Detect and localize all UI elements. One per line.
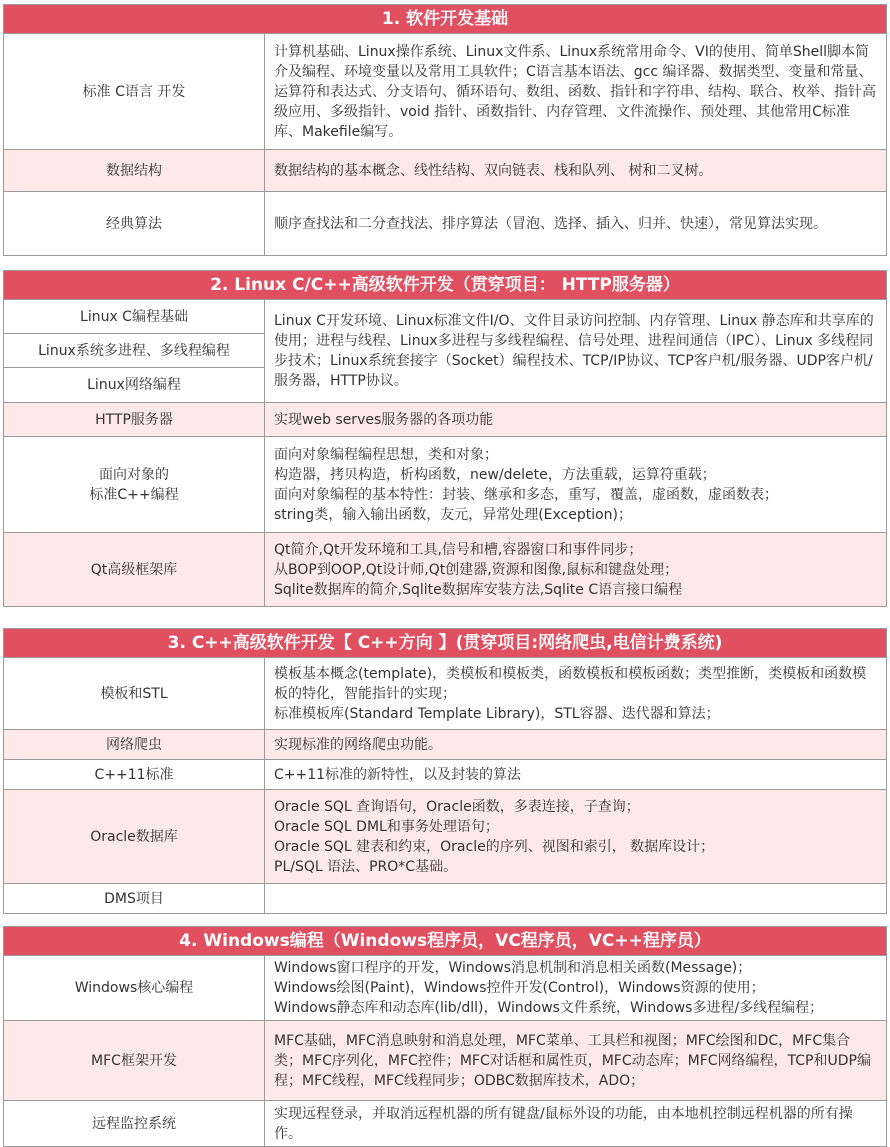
- content-line: 从BOP到OOP,Qt设计师,Qt创建器,资源和图像,鼠标和键盘处理；: [274, 561, 679, 578]
- row-label: 经典算法: [4, 192, 265, 256]
- row-label: HTTP服务器: [4, 403, 265, 437]
- row-content: 数据结构的基本概念、线性结构、双向链表、栈和队列、 树和二叉树。: [265, 150, 887, 192]
- row-label: [4, 437, 265, 533]
- content-line: Oracle SQL 建表和约束，Oracle的序列、视图和索引， 数据库设计；: [274, 838, 715, 855]
- content-line: Windows静态库和动态库(lib/dll)，Windows文件系统，Windows多进程/多线程编程；: [274, 1000, 824, 1016]
- table-row: [4, 790, 887, 884]
- table-row: [4, 1021, 887, 1101]
- row-label: 数据结构: [4, 150, 265, 192]
- row-label: Oracle数据库: [4, 790, 265, 884]
- row-label: Windows核心编程: [4, 956, 265, 1021]
- row-content: Linux C开发环境、Linux标准文件I/O、文件目录访问控制、内存管理、Linux 静态库和共享库的使用；进程与线程、Linux多进程与多线程编程、信号处理、进程间通信（IPC）、Linux 多线程同步技术；Linux系统套接字（Socket）编程技术、TCP/IP协议、TCP客户机/服务器、UDP客户机/服务器，HTTP协议。: [265, 300, 887, 403]
- row-content: [265, 437, 887, 533]
- row-label: Linux网络编程: [4, 368, 265, 403]
- label-line: 标准C++编程: [89, 486, 179, 503]
- row-label: MFC框架开发: [4, 1021, 265, 1101]
- content-line: Windows绘图(Paint)，Windows控件开发(Control)，Windows资源的使用；: [274, 980, 765, 996]
- table-row: [4, 300, 887, 334]
- row-content: [265, 884, 887, 914]
- table-row: [4, 150, 887, 192]
- content-line: 构造器，拷贝构造，析构函数，new/delete，方法重载，运算符重载；: [274, 466, 716, 483]
- row-label: 标准 C语言 开发: [4, 34, 265, 150]
- content-line: Oracle SQL 查询语句，Oracle函数，多表连接，子查询；: [274, 798, 640, 815]
- row-label: Linux系统多进程、多线程编程: [4, 334, 265, 368]
- table-row: [4, 760, 887, 790]
- table-row: [4, 403, 887, 437]
- row-label: Qt高级框架库: [4, 533, 265, 607]
- section-title: 3. C++高级软件开发【 C++方向 】(贯穿项目:网络爬虫,电信计费系统): [3, 628, 887, 657]
- course-table: [3, 33, 887, 256]
- section-title: 1. 软件开发基础: [3, 4, 887, 33]
- row-content: 计算机基础、Linux操作系统、Linux文件系、Linux系统常用命令、VI的使用、简单Shell脚本简介及编程、环境变量以及常用工具软件；C语言基本语法、gcc 编译器、数据类型、变量和常量、运算符和表达式、分支语句、循环语句、数组、函数、指针和字符串、结构、联合、枚举、指针高级应用、多级指针、void 指针、函数指针、内存管理、文件流操作、预处理、其他常用C标准库、Makefile编写。: [265, 34, 887, 150]
- section-windows-programming: [3, 926, 887, 1147]
- row-content: [265, 658, 887, 730]
- table-row: [4, 437, 887, 533]
- table-row: [4, 658, 887, 730]
- section-cpp-advanced: [3, 628, 887, 914]
- row-label: 远程监控系统: [4, 1101, 265, 1147]
- row-content: MFC基础，MFC消息映射和消息处理，MFC菜单、工具栏和视图；MFC绘图和DC，MFC集合类；MFC序列化，MFC控件；MFC对话框和属性页，MFC动态库；MFC网络编程，TCP和UDP编程；MFC线程，MFC线程同步；ODBC数据库技术，ADO；: [265, 1021, 887, 1101]
- table-row: [4, 192, 887, 256]
- table-row: [4, 884, 887, 914]
- table-row: [4, 34, 887, 150]
- content-line: Oracle SQL DML和事务处理语句；: [274, 818, 499, 835]
- course-table: [3, 955, 887, 1147]
- label-line: 面向对象的: [99, 466, 169, 483]
- content-line: string类，输入输出函数，友元，异常处理(Exception)；: [274, 506, 633, 523]
- section-title: 2. Linux C/C++高级软件开发（贯穿项目： HTTP服务器）: [3, 270, 887, 299]
- content-line: 模板基本概念(template)，类模板和模板类，函数模板和模板函数；类型推断，类模板和函数模板的特化，智能指针的实现；: [274, 665, 867, 702]
- content-line: 面向对象编程的基本特性：封装、继承和多态，重写，覆盖，虚函数，虚函数表；: [274, 486, 778, 503]
- section-software-basics: [3, 4, 887, 256]
- table-row: [4, 533, 887, 607]
- row-content: 实现web serves服务器的各项功能: [265, 403, 887, 437]
- content-line: PL/SQL 语法、PRO*C基础。: [274, 858, 458, 875]
- row-content: [265, 956, 887, 1021]
- content-line: 标准模板库(Standard Template Library)，STL容器、迭代器和算法；: [274, 705, 720, 722]
- content-line: Sqlite数据库的简介,Sqlite数据库安装方法,Sqlite C语言接口编程: [274, 581, 683, 598]
- row-label: DMS项目: [4, 884, 265, 914]
- course-table: [3, 657, 887, 914]
- content-line: Windows窗口程序的开发，Windows消息机制和消息相关函数(Message)；: [274, 960, 752, 976]
- section-linux-cpp: [3, 270, 887, 607]
- table-row: [4, 1101, 887, 1147]
- row-label: 模板和STL: [4, 658, 265, 730]
- section-title: 4. Windows编程（Windows程序员，VC程序员，VC++程序员）: [3, 926, 887, 955]
- course-table: [3, 299, 887, 607]
- row-label: 网络爬虫: [4, 730, 265, 760]
- row-label: Linux C编程基础: [4, 300, 265, 334]
- content-line: Qt简介,Qt开发环境和工具,信号和槽,容器窗口和事件同步；: [274, 541, 643, 558]
- table-row: [4, 956, 887, 1021]
- row-content: 实现远程登录，并取消远程机器的所有键盘/鼠标外设的功能，由本地机控制远程机器的所有操作。: [265, 1101, 887, 1147]
- content-line: 面向对象编程编程思想，类和对象；: [274, 446, 498, 463]
- row-content: C++11标准的新特性，以及封装的算法: [265, 760, 887, 790]
- row-content: 实现标准的网络爬虫功能。: [265, 730, 887, 760]
- row-label: C++11标准: [4, 760, 265, 790]
- row-content: [265, 790, 887, 884]
- row-content: 顺序查找法和二分查找法、排序算法（冒泡、选择、插入、归并、快速），常见算法实现。: [265, 192, 887, 256]
- table-row: [4, 730, 887, 760]
- row-content: [265, 533, 887, 607]
